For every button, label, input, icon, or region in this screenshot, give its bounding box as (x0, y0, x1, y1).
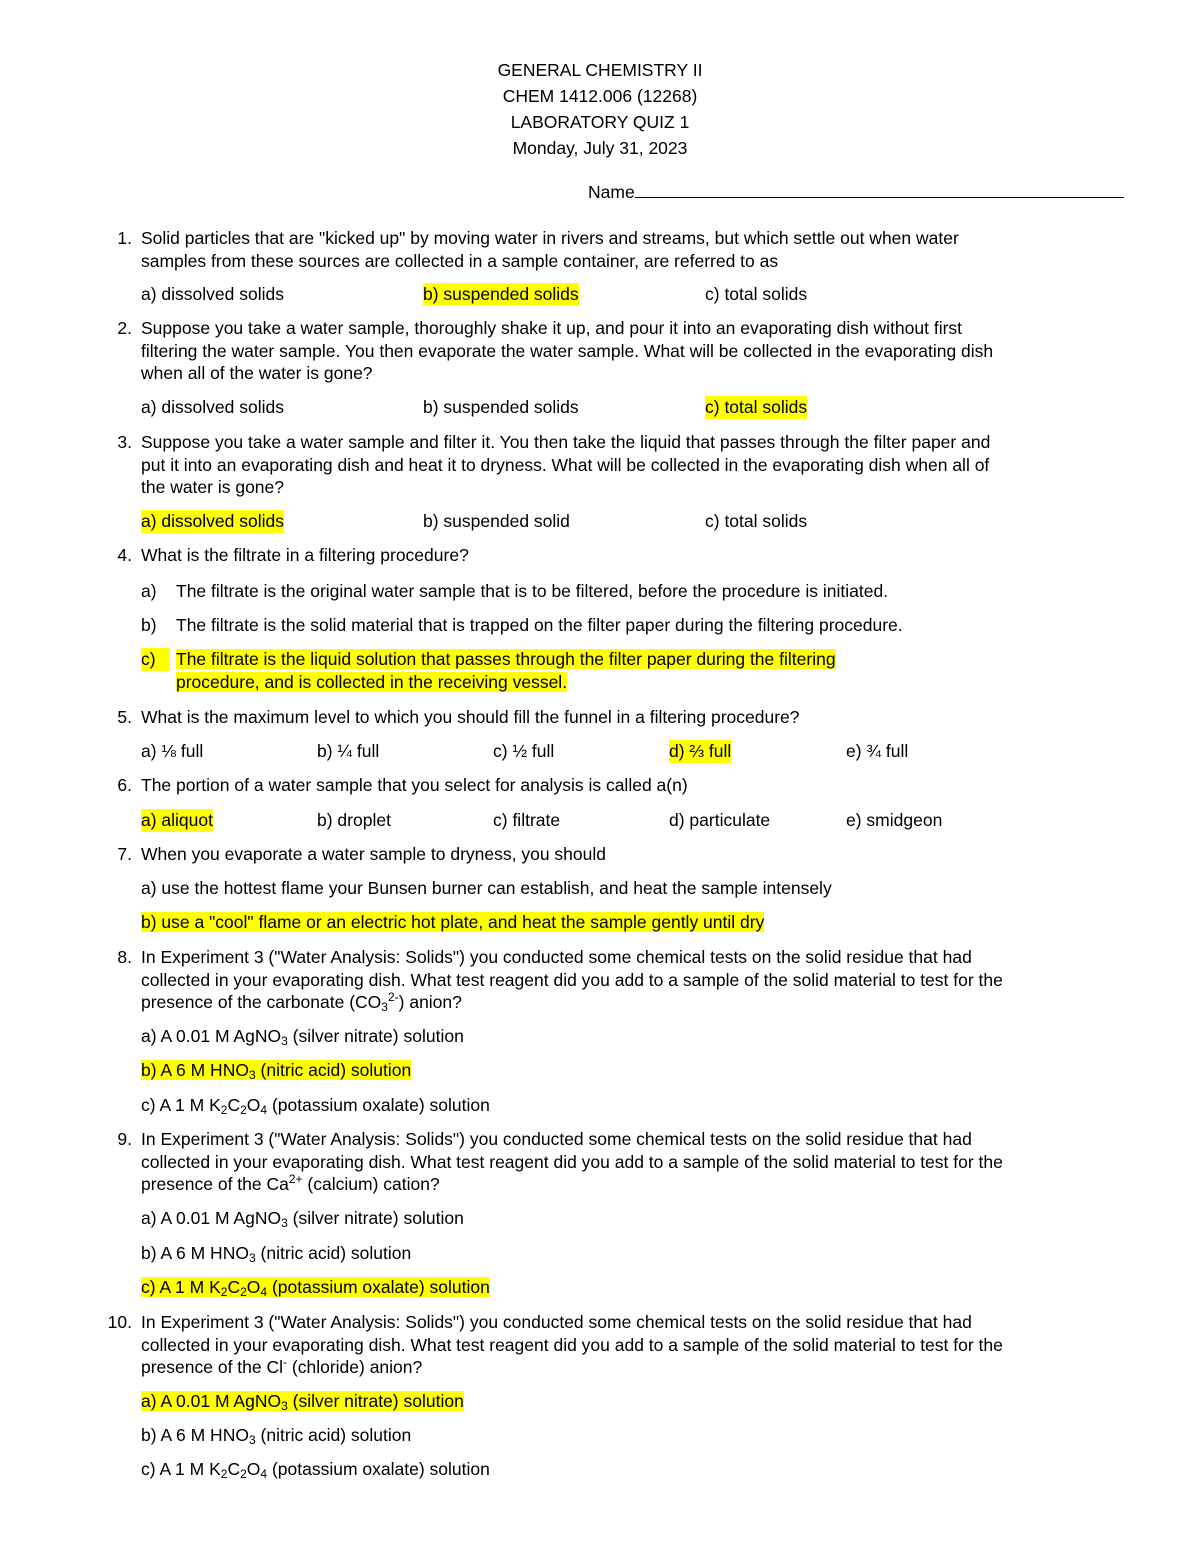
stem-line: filtering the water sample. You then evaporate the water sample. What will be collected in the evaporating dish (141, 340, 994, 361)
stem-text: presence of the Ca (141, 1174, 289, 1194)
question-number: 8. (117, 947, 132, 967)
question-number: 3. (117, 432, 132, 452)
subscript: 4 (260, 1467, 268, 1481)
question-number: 4. (117, 545, 132, 565)
question-9-option-a[interactable] (141, 1207, 464, 1230)
option-text (141, 1060, 411, 1080)
option-a-correct[interactable]: a) aliquot (141, 810, 213, 830)
option-text-part: b) A 6 M HNO (141, 1060, 249, 1080)
question-stem (141, 544, 1121, 567)
question-stem (141, 843, 1121, 866)
stem-line (141, 991, 1121, 1014)
option-text: O (246, 1095, 261, 1115)
question-8-option-a[interactable] (141, 1025, 464, 1048)
stem-text: ) anion? (398, 992, 462, 1012)
question-stem (141, 431, 1121, 499)
option-text: (silver nitrate) solution (287, 1208, 464, 1228)
stem-line: In Experiment 3 ("Water Analysis: Solids") you conducted some chemical tests on the solid residue that had (141, 947, 972, 967)
course-number: CHEM 1412.006 (12268) (502, 86, 698, 106)
option-text-line: procedure, and is collected in the receiving vessel. (176, 671, 568, 692)
option-a[interactable]: a) ⅛ full (141, 741, 204, 761)
option-letter: c) (141, 648, 170, 671)
option-text (141, 1277, 490, 1297)
stem-line: What is the filtrate in a filtering procedure? (141, 545, 469, 565)
stem-line: Suppose you take a water sample, thoroughly shake it up, and pour it into an evaporating dish without first (141, 318, 963, 338)
option-text: (potassium oxalate) solution (267, 1459, 490, 1479)
subscript: 3 (281, 1216, 288, 1230)
option-text: b) use a "cool" flame or an electric hot plate, and heat the sample gently until dry (141, 912, 765, 932)
option-c[interactable]: c) total solids (705, 284, 808, 304)
option-b[interactable]: b) suspended solids (423, 397, 579, 417)
question-number: 6. (117, 775, 132, 795)
subscript: 2 (220, 1467, 228, 1481)
stem-line: What is the maximum level to which you should fill the funnel in a filtering procedure? (141, 707, 800, 727)
stem-line (141, 1173, 1121, 1196)
option-text-line: The filtrate is the liquid solution that passes through the filter paper during the filtering (176, 649, 836, 669)
question-7-option-a[interactable] (141, 877, 832, 900)
stem-text: (calcium) cation? (302, 1174, 440, 1194)
option-c[interactable]: c) filtrate (493, 810, 561, 830)
question-stem (141, 706, 1121, 729)
option-b[interactable]: b) suspended solid (423, 511, 570, 531)
superscript: 2+ (288, 1172, 303, 1186)
stem-line: When you evaporate a water sample to dryness, you should (141, 844, 606, 864)
option-b[interactable]: b) droplet (317, 810, 391, 830)
question-9-option-b[interactable] (141, 1242, 411, 1265)
option-b-correct[interactable]: b) suspended solids (423, 284, 579, 304)
question-number: 9. (117, 1129, 132, 1149)
option-text: a) use the hottest flame your Bunsen burner can establish, and heat the sample intensely (141, 878, 832, 898)
option-text: C (227, 1459, 241, 1479)
option-a[interactable]: a) dissolved solids (141, 397, 284, 417)
option-text: c) A 1 M K (141, 1095, 221, 1115)
question-number: 1. (117, 228, 132, 248)
option-text-part: C (227, 1277, 241, 1297)
stem-line: collected in your evaporating dish. What test reagent did you add to a sample of the solid material to test for the (141, 1151, 1003, 1172)
option-text: The filtrate is the solid material that is trapped on the filter paper during the filtering procedure. (176, 615, 903, 635)
quiz-date: Monday, July 31, 2023 (512, 138, 688, 158)
subscript: 2 (240, 1467, 247, 1481)
stem-line: put it into an evaporating dish and heat it to dryness. What will be collected in the evaporating dish when all of (141, 454, 990, 475)
option-d-correct[interactable]: d) ⅔ full (669, 741, 732, 761)
quiz-title: LABORATORY QUIZ 1 (510, 112, 690, 132)
option-text-part: (silver nitrate) solution (287, 1391, 464, 1411)
option-text-part: c) A 1 M K (141, 1277, 221, 1297)
option-text (141, 1391, 464, 1411)
stem-text: presence of the carbonate (CO (141, 992, 382, 1012)
question-stem (141, 317, 1121, 385)
option-text: (potassium oxalate) solution (267, 1095, 490, 1115)
stem-text: (chloride) anion? (287, 1357, 423, 1377)
question-stem (141, 774, 1121, 797)
option-text: b) A 6 M HNO (141, 1243, 249, 1263)
option-text: (silver nitrate) solution (287, 1026, 464, 1046)
question-number: 5. (117, 707, 132, 727)
option-text: b) A 6 M HNO (141, 1425, 249, 1445)
subscript: 3 (281, 1399, 288, 1413)
question-9-option-c-correct[interactable] (141, 1276, 490, 1299)
option-letter: b) (141, 615, 157, 635)
question-number: 2. (117, 318, 132, 338)
question-stem (141, 1311, 1121, 1379)
name-blank-line (635, 181, 1124, 198)
subscript: 2 (220, 1285, 228, 1299)
stem-line: the water is gone? (141, 477, 285, 497)
subscript: 3 (248, 1251, 256, 1265)
subscript: 2 (240, 1103, 247, 1117)
question-stem (141, 227, 1121, 272)
subscript: 4 (260, 1285, 268, 1299)
question-number: 7. (117, 844, 132, 864)
subscript: 3 (381, 1000, 388, 1014)
option-c[interactable]: c) total solids (705, 511, 808, 531)
course-title: GENERAL CHEMISTRY II (497, 60, 703, 80)
option-text-part: O (246, 1277, 261, 1297)
option-a[interactable]: a) dissolved solids (141, 284, 284, 304)
subscript: 4 (260, 1103, 268, 1117)
option-c[interactable]: c) ½ full (493, 741, 555, 761)
option-text: c) A 1 M K (141, 1459, 221, 1479)
stem-line: Solid particles that are "kicked up" by moving water in rivers and streams, but which settle out when water (141, 228, 959, 248)
option-e[interactable]: e) smidgeon (846, 810, 943, 830)
question-stem (141, 946, 1121, 1014)
subscript: 3 (281, 1034, 288, 1048)
stem-line: In Experiment 3 ("Water Analysis: Solids") you conducted some chemical tests on the solid residue that had (141, 1129, 972, 1149)
quiz-header (0, 57, 1200, 161)
stem-line (141, 1356, 1121, 1379)
stem-line: when all of the water is gone? (141, 363, 373, 383)
option-text: The filtrate is the original water sample that is to be filtered, before the procedure is initiated. (176, 581, 889, 601)
option-text: O (246, 1459, 261, 1479)
option-text-part: a) A 0.01 M AgNO (141, 1391, 282, 1411)
question-10-option-b[interactable] (141, 1424, 411, 1447)
name-field[interactable] (588, 181, 1124, 204)
question-8-option-b-correct[interactable] (141, 1059, 411, 1082)
option-c-correct[interactable]: c) total solids (705, 397, 808, 417)
option-text-part: (nitric acid) solution (255, 1060, 412, 1080)
stem-line: samples from these sources are collected in a sample container, are referred to as (141, 250, 779, 271)
subscript: 3 (248, 1433, 256, 1447)
superscript: 2- (387, 990, 399, 1004)
option-e[interactable]: e) ¾ full (846, 741, 909, 761)
subscript: 2 (240, 1285, 247, 1299)
option-text (176, 648, 1096, 693)
subscript: 3 (248, 1068, 256, 1082)
option-text: a) A 0.01 M AgNO (141, 1208, 282, 1228)
name-label: Name (588, 182, 635, 202)
subscript: 2 (220, 1103, 228, 1117)
stem-line: The portion of a water sample that you select for analysis is called a(n) (141, 775, 688, 795)
question-number: 10. (107, 1312, 132, 1332)
question-8-option-c[interactable] (141, 1094, 490, 1117)
question-7-option-b-correct[interactable] (141, 911, 764, 934)
option-text: (nitric acid) solution (255, 1243, 412, 1263)
option-text: C (227, 1095, 241, 1115)
superscript: - (283, 1355, 288, 1369)
stem-line: In Experiment 3 ("Water Analysis: Solids") you conducted some chemical tests on the solid residue that had (141, 1312, 972, 1332)
option-d[interactable]: d) particulate (669, 810, 771, 830)
option-letter: a) (141, 581, 157, 601)
option-text: (nitric acid) solution (255, 1425, 412, 1445)
stem-line: collected in your evaporating dish. What test reagent did you add to a sample of the solid material to test for the (141, 969, 1003, 990)
stem-line: Suppose you take a water sample and filter it. You then take the liquid that passes through the filter paper and (141, 432, 991, 452)
question-10-option-a-correct[interactable] (141, 1390, 464, 1413)
question-stem (141, 1128, 1121, 1196)
question-10-option-c[interactable] (141, 1458, 490, 1481)
option-b[interactable]: b) ¼ full (317, 741, 380, 761)
option-text: a) A 0.01 M AgNO (141, 1026, 282, 1046)
option-a-correct[interactable]: a) dissolved solids (141, 511, 284, 531)
option-text-part: (potassium oxalate) solution (267, 1277, 490, 1297)
stem-text: presence of the Cl (141, 1357, 284, 1377)
stem-line: collected in your evaporating dish. What test reagent did you add to a sample of the solid material to test for the (141, 1334, 1003, 1355)
